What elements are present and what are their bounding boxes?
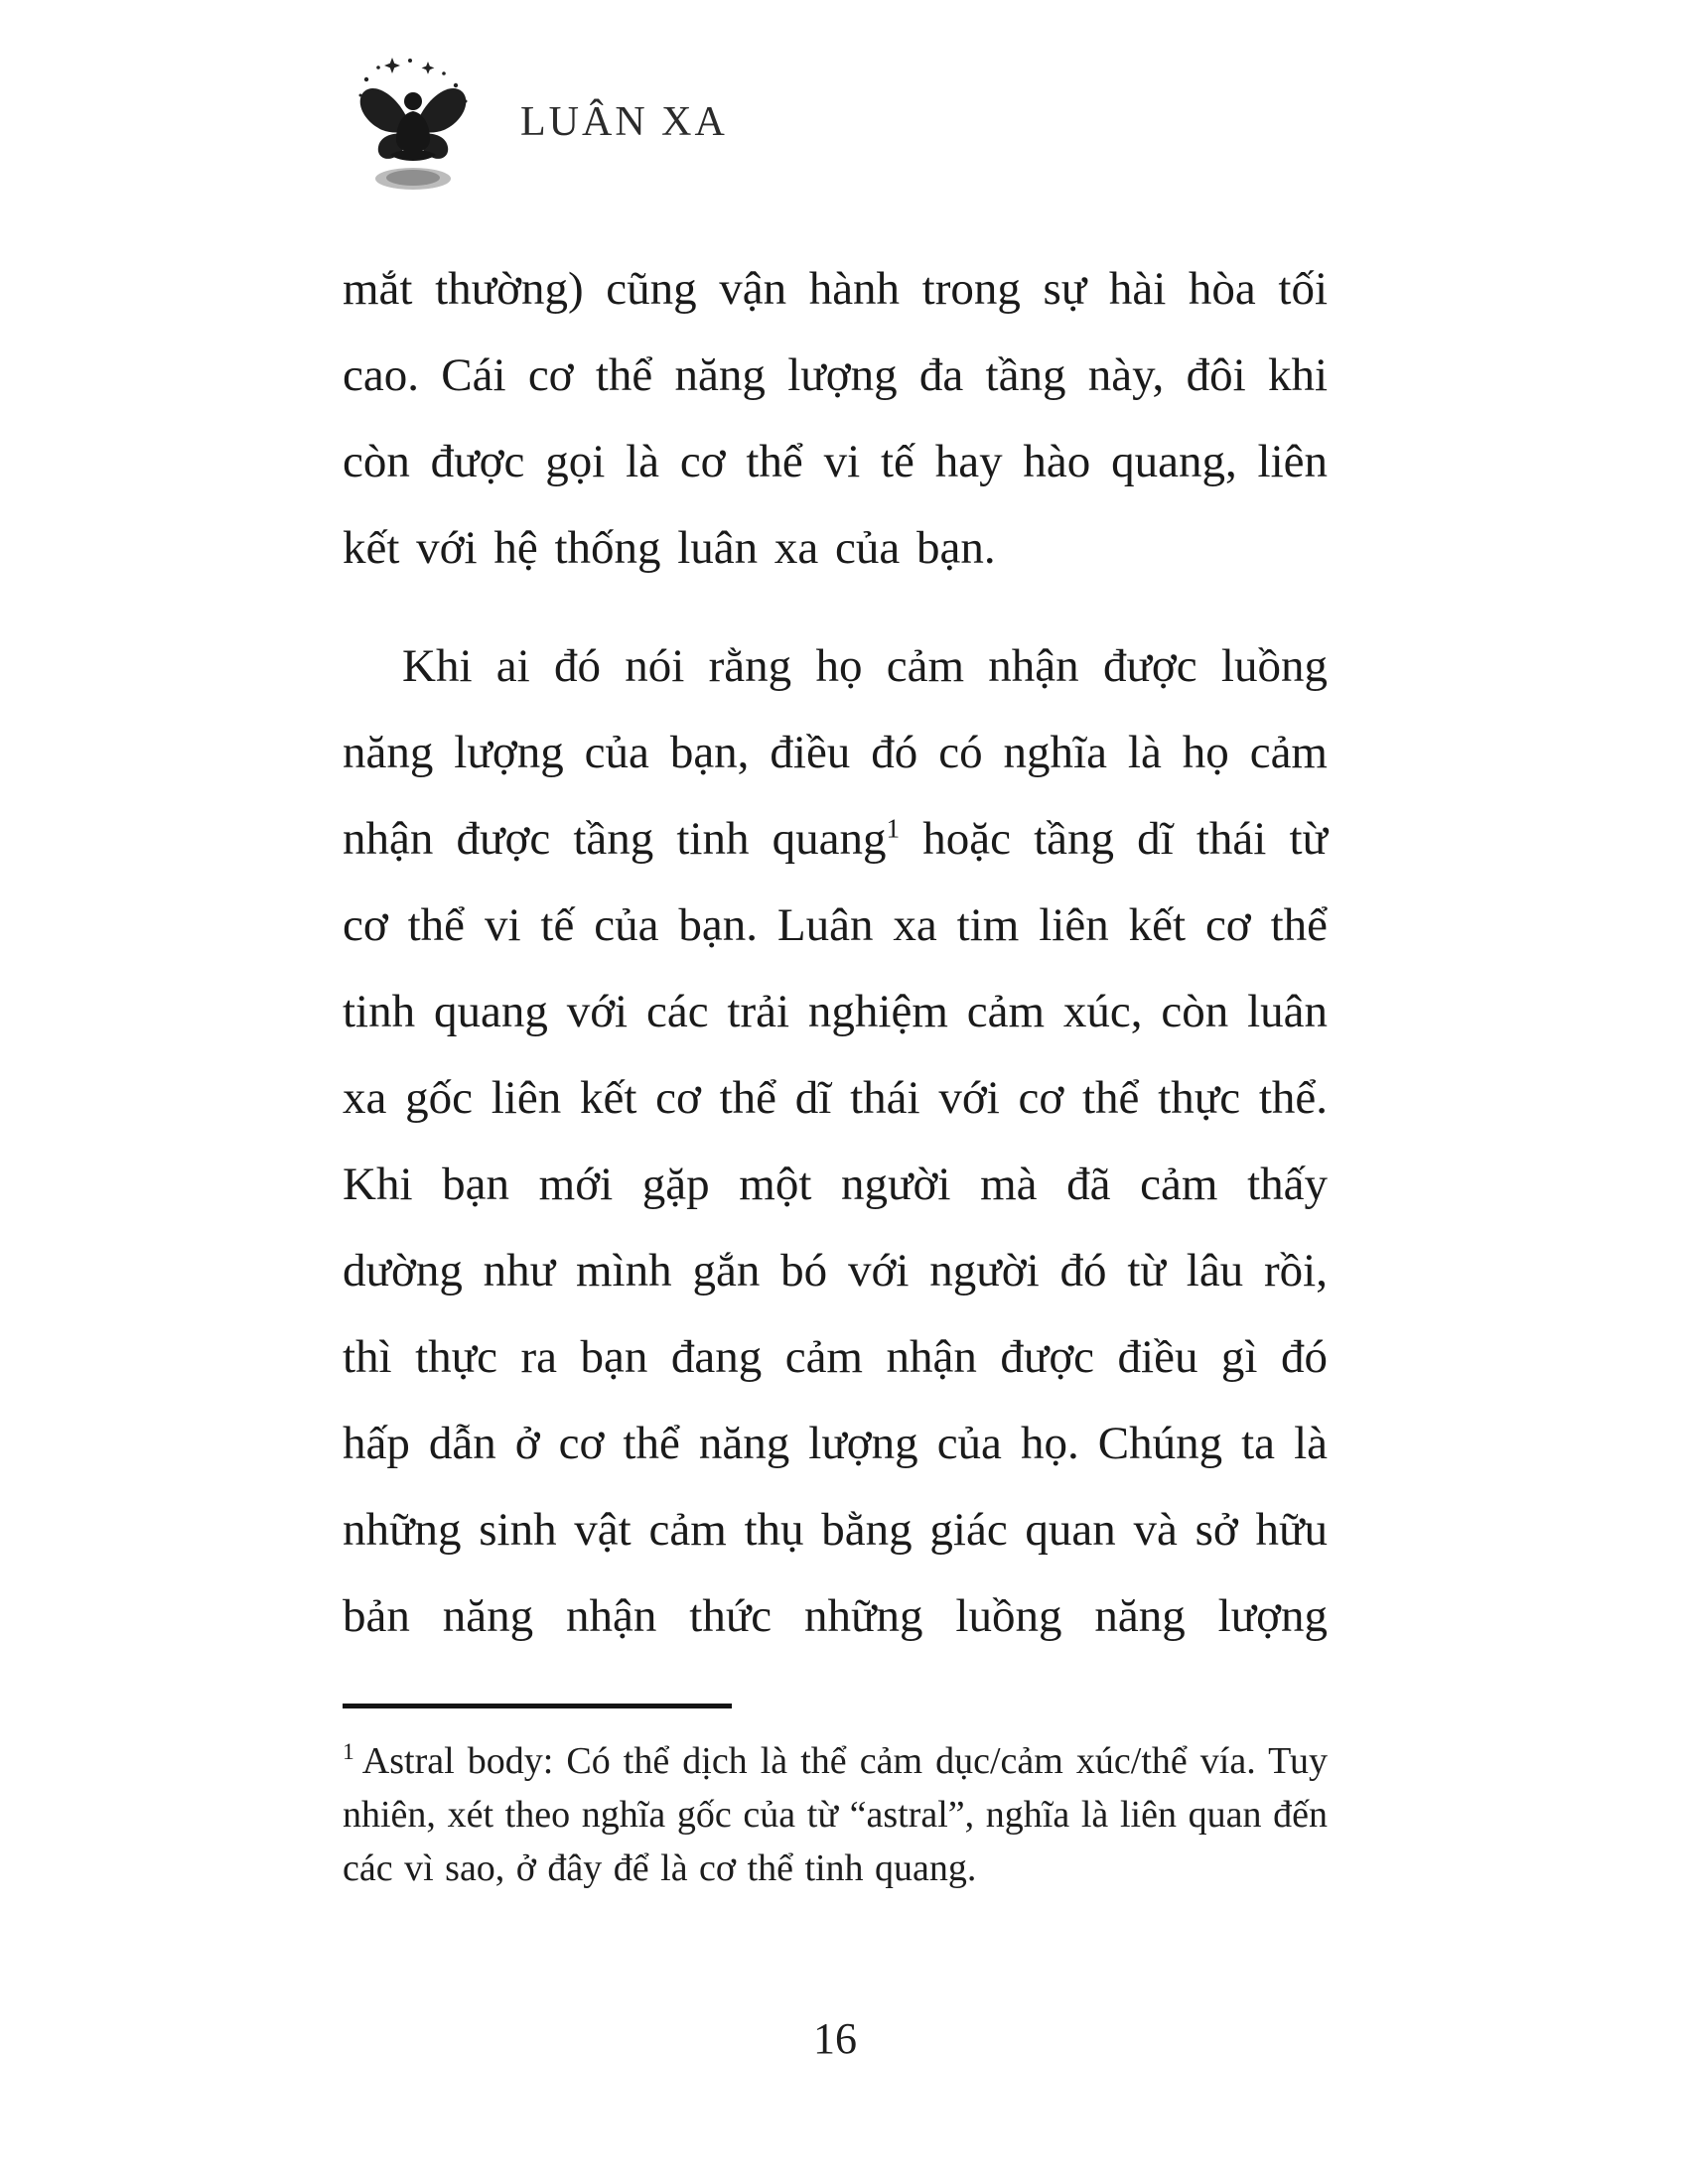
book-title: LUÂN XA <box>520 99 728 145</box>
page-number: 16 <box>813 2014 857 2063</box>
footnote <box>343 1734 1328 1895</box>
butterfly-meditator-logo-icon <box>348 56 479 205</box>
paragraph-text: hoặc tầng dĩ thái từ cơ thể vi tế của bạn. Luân xa tim liên kết cơ thể tinh quang với các trải nghiệm cảm xúc, còn luân xa gốc liên kết cơ thể dĩ thái với cơ thể thực thể. Khi bạn mới gặp một người mà đã cảm thấy dường như mình gắn bó với người đó từ lâu rồi, thì thực ra bạn đang cảm nhận được điều gì đó hấp dẫn ở cơ thể năng lượng của họ. Chúng ta là những sinh vật cảm thụ bằng giác quan và sở hữu bản năng nhận thức những luồng năng lượng <box>343 813 1328 1642</box>
book-header <box>348 56 728 205</box>
paragraph-text: mắt thường) cũng vận hành trong sự hài hòa tối cao. Cái cơ thể năng lượng đa tầng này, đôi khi còn được gọi là cơ thể vi tế hay hào quang, liên kết với hệ thống luân xa của bạn. <box>343 263 1328 574</box>
footnote-marker: 1 <box>343 1739 354 1766</box>
footnote-reference: 1 <box>886 813 901 844</box>
footnote-divider <box>343 1704 732 1708</box>
page-body-text <box>343 246 1328 1895</box>
footnote-text: Astral body: Có thể dịch là thể cảm dục/cảm xúc/thể vía. Tuy nhiên, xét theo nghĩa gốc của từ “astral”, nghĩa là liên quan đến các vì sao, ở đây để là cơ thể tinh quang. <box>343 1740 1328 1889</box>
paragraph <box>343 246 1328 592</box>
paragraph <box>343 623 1328 1660</box>
paragraph-text: Khi ai đó nói rằng họ cảm nhận được luồng năng lượng của bạn, điều đó có nghĩa là họ cảm nhận được tầng tinh quang <box>343 640 1328 865</box>
